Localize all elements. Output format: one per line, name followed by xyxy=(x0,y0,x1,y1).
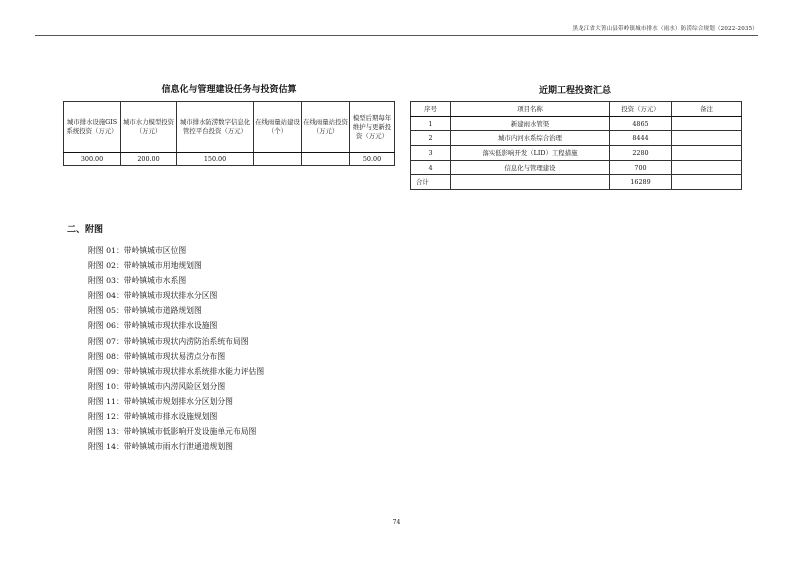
list-item: 附图 13：带岭镇城市低影响开发设施单元布局图 xyxy=(88,427,257,437)
table-cell xyxy=(672,116,742,131)
total-label: 合计 xyxy=(411,175,451,190)
table-row xyxy=(411,116,742,131)
investment-estimate-table xyxy=(63,101,395,166)
list-item: 附图 04：带岭镇城市现状排水分区图 xyxy=(88,291,218,301)
table-total-row xyxy=(411,175,742,190)
column-header: 项目名称 xyxy=(451,102,610,117)
column-header: 序号 xyxy=(411,102,451,117)
column-header: 在线雨量站投资（万元） xyxy=(302,102,350,153)
table-cell xyxy=(451,175,610,190)
header-divider xyxy=(35,35,758,36)
table2-title: 近期工程投资汇总 xyxy=(538,86,611,96)
list-item: 附图 02：带岭镇城市用地规划图 xyxy=(88,261,202,271)
list-item: 附图 12：带岭镇城市排水设施规划图 xyxy=(88,412,218,422)
table-cell: 700 xyxy=(610,160,672,175)
list-item: 附图 08：带岭镇城市现状易涝点分布图 xyxy=(88,351,226,361)
list-item: 附图 07：带岭镇城市现状内涝防治系统布局图 xyxy=(88,336,249,346)
column-header: 投资（万元） xyxy=(610,102,672,117)
table-cell: 4865 xyxy=(610,116,672,131)
table-cell: 2 xyxy=(411,131,451,146)
table-cell: 200.00 xyxy=(121,153,177,166)
list-item: 附图 03：带岭镇城市水系图 xyxy=(88,276,187,286)
column-header: 备注 xyxy=(672,102,742,117)
column-header: 城市排水防涝数字信息化管控平台投资（万元） xyxy=(177,102,254,153)
near-term-investment-table xyxy=(410,101,742,190)
appendix-heading: 二、附图 xyxy=(67,225,104,235)
table-cell: 150.00 xyxy=(177,153,254,166)
table-cell xyxy=(672,146,742,161)
table-row xyxy=(411,146,742,161)
table-cell xyxy=(254,153,302,166)
table1-title: 信息化与管理建设任务与投资估算 xyxy=(161,85,297,95)
running-header: 黑龙江省大箐山县带岭镇城市排水（雨水）防涝综合规划（2022-2035） xyxy=(572,26,758,32)
table-cell: 2280 xyxy=(610,146,672,161)
table-cell xyxy=(672,131,742,146)
list-item: 附图 06：带岭镇城市现状排水设施图 xyxy=(88,321,218,331)
table-cell: 落实低影响开发（LID）工程措施 xyxy=(451,146,610,161)
table-cell: 新建雨水管渠 xyxy=(451,116,610,131)
table-header-row xyxy=(64,102,395,153)
column-header: 城市排水设施GIS系统投资（万元） xyxy=(64,102,121,153)
table-cell: 1 xyxy=(411,116,451,131)
table-cell: 4 xyxy=(411,160,451,175)
table-cell: 300.00 xyxy=(64,153,121,166)
list-item: 附图 09：带岭镇城市现状排水系统排水能力评估图 xyxy=(88,366,265,376)
column-header: 模型后期每年维护与更新投资（万元） xyxy=(350,102,395,153)
table-cell: 8444 xyxy=(610,131,672,146)
table-row xyxy=(64,153,395,166)
list-item: 附图 14：带岭镇城市雨水行泄通道规划图 xyxy=(88,442,233,452)
table-cell: 信息化与管理建设 xyxy=(451,160,610,175)
column-header: 在线雨量站建设（个） xyxy=(254,102,302,153)
total-value: 16289 xyxy=(610,175,672,190)
list-item: 附图 05：带岭镇城市道路规划图 xyxy=(88,306,202,316)
list-item: 附图 10：带岭镇城市内涝风险区划分图 xyxy=(88,381,226,391)
table-row xyxy=(411,160,742,175)
table-row xyxy=(411,131,742,146)
list-item: 附图 11：带岭镇城市规划排水分区划分图 xyxy=(88,396,233,406)
table-cell xyxy=(672,175,742,190)
table-header-row xyxy=(411,102,742,117)
table-cell: 城市内河水系综合治理 xyxy=(451,131,610,146)
appendix-list xyxy=(88,243,264,454)
table-cell xyxy=(672,160,742,175)
page-number: 74 xyxy=(392,519,401,526)
table-cell: 50.00 xyxy=(350,153,395,166)
column-header: 城市水力模型投资（万元） xyxy=(121,102,177,153)
table-cell xyxy=(302,153,350,166)
list-item: 附图 01：带岭镇城市区位图 xyxy=(88,246,187,255)
table-cell: 3 xyxy=(411,146,451,161)
